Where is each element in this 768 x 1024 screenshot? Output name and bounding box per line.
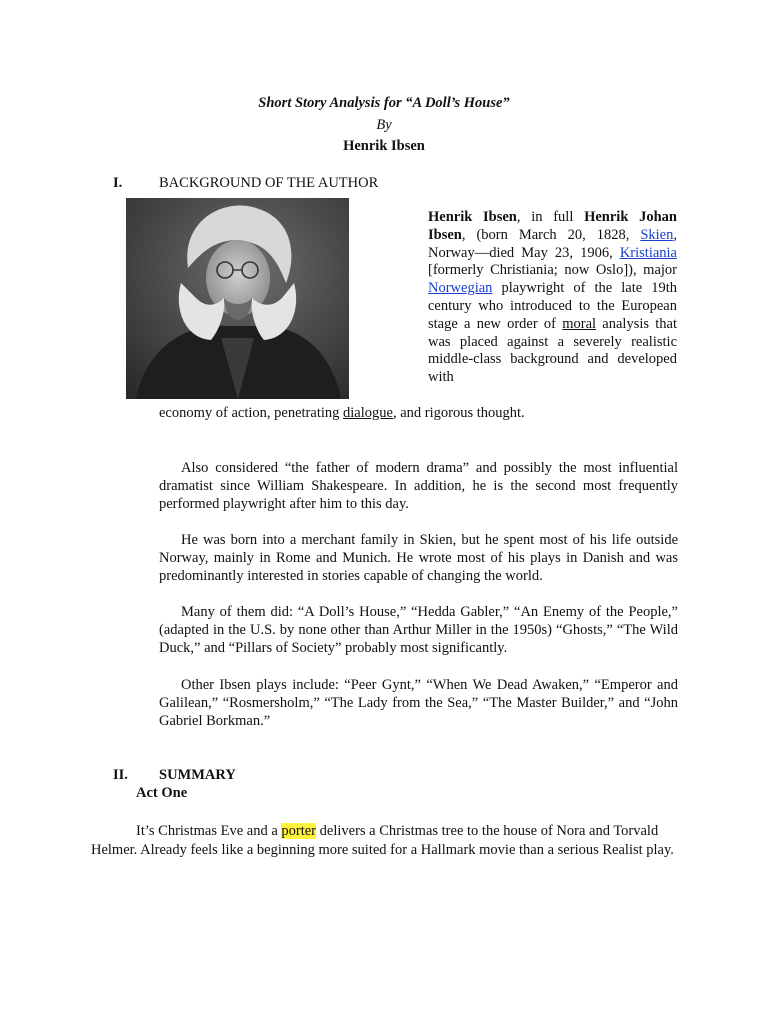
byline: By xyxy=(376,117,392,133)
bio-text: economy of action, penetrating xyxy=(159,405,344,421)
author-bio-continuation xyxy=(159,405,679,423)
section-1-number: I. xyxy=(113,175,123,191)
summary-text: delivers a Christmas tree to the house of Nora and Torvald Helmer. Already feels like a beginning more suited for a Hallmark movie than a serious Realist play. xyxy=(91,823,674,858)
act-heading: Act One xyxy=(136,785,188,801)
bio-text: , (born March 20, 1828, xyxy=(461,226,641,243)
author-name: Henrik Ibsen xyxy=(343,138,425,154)
summary-text: It’s Christmas Eve and a xyxy=(136,823,282,839)
link-kristiania[interactable]: Kristiania xyxy=(619,244,677,261)
document-title: Short Story Analysis for “A Doll’s House” xyxy=(258,95,510,111)
link-norwegian[interactable]: Norwegian xyxy=(428,280,493,297)
bio-text: analysis that was placed against a severely realistic middle-class background and developed with xyxy=(428,315,677,386)
bio-text: playwright of the late 19th century who introduced to the European stage a new order of xyxy=(428,280,677,332)
section-1-title: BACKGROUND OF THE AUTHOR xyxy=(159,175,379,191)
author-bio-name: Henrik Ibsen xyxy=(428,209,517,225)
moral-term: moral xyxy=(562,315,597,332)
bio-text: , in full xyxy=(516,209,585,225)
bio-text: , and rigorous thought. xyxy=(392,405,525,421)
paragraph-summary xyxy=(91,822,681,860)
section-2-number: II. xyxy=(113,767,128,783)
author-bio xyxy=(428,209,677,387)
section-2-title: SUMMARY xyxy=(159,767,236,783)
author-bio-fullname: Henrik Johan Ibsen xyxy=(428,209,677,243)
paragraph-other-plays: Other Ibsen plays include: “Peer Gynt,” “When We Dead Awaken,” “Emperor and Galilean,” “Rosmersholm,” “The Lady from the Sea,” “The Master Builder,” and “John Gabriel Borkman.” xyxy=(159,677,678,729)
dialogue-term: dialogue xyxy=(343,405,393,421)
paragraph-modern-drama: Also considered “the father of modern drama” and possibly the most influential dramatist since William Shakespeare. In addition, he is the second most frequently performed playwright after him to this day. xyxy=(159,460,678,512)
bio-text: , Norway—died May 23, 1906, xyxy=(428,226,677,261)
paragraph-birth: He was born into a merchant family in Skien, but he spent most of his life outside Norway, mainly in Rome and Munich. He wrote most of his plays in Danish and was predominantly interested in stories capable of changing the world. xyxy=(159,532,678,584)
highlighted-word: porter xyxy=(281,823,317,839)
paragraph-plays: Many of them did: “A Doll’s House,” “Hedda Gabler,” “An Enemy of the People,” (adapted in the U.S. by none other than Arthur Miller in the 1950s) “Ghosts,” “The Wild Duck,” and “Pillars of Society” probably most significantly. xyxy=(159,604,678,656)
author-portrait xyxy=(126,198,349,399)
bio-text: [formerly Christiania; now Oslo]), major xyxy=(428,262,677,279)
link-skien[interactable]: Skien xyxy=(640,226,674,243)
